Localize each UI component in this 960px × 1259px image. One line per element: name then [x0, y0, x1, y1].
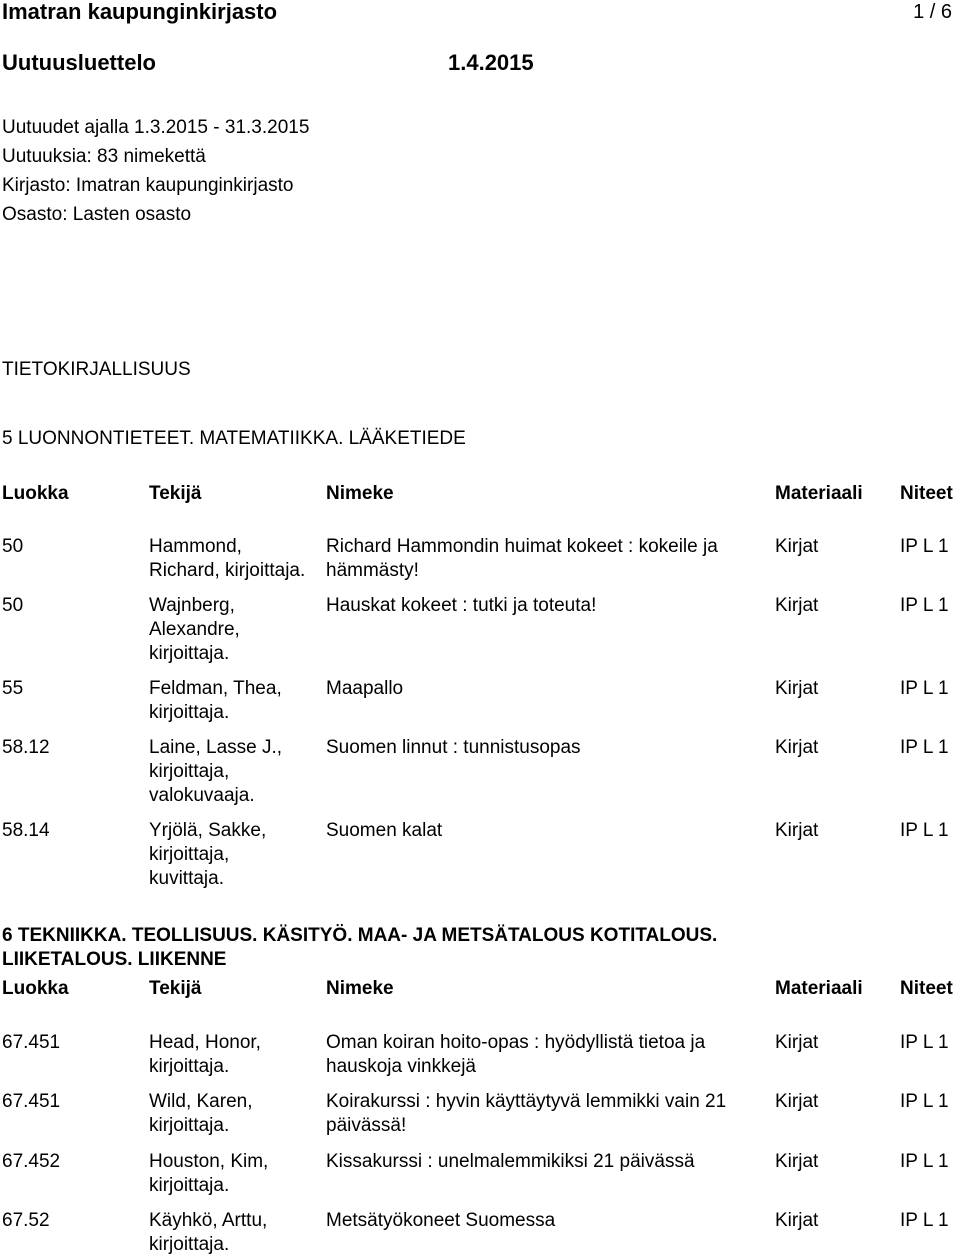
- column-header-materiaali: Materiaali: [775, 483, 863, 504]
- cell-luokka: 50: [2, 595, 24, 616]
- column-header-niteet: Niteet: [900, 978, 953, 999]
- category-title: TIETOKIRJALLISUUS: [2, 359, 191, 380]
- cell-luokka: 55: [2, 678, 24, 699]
- cell-niteet: IP L 1: [900, 595, 949, 616]
- column-header-luokka: Luokka: [2, 483, 69, 504]
- cell-nimeke: Richard Hammondin huimat kokeet : kokeile ja hämmästy!: [326, 536, 718, 581]
- cell-niteet: IP L 1: [900, 536, 949, 557]
- list-date: 1.4.2015: [448, 50, 534, 75]
- cell-materiaali: Kirjat: [775, 595, 819, 616]
- cell-nimeke: Oman koiran hoito-opas : hyödyllistä tietoa ja hauskoja vinkkejä: [326, 1032, 706, 1077]
- cell-niteet: IP L 1: [900, 1210, 949, 1231]
- cell-luokka: 58.12: [2, 737, 50, 758]
- column-header-materiaali: Materiaali: [775, 978, 863, 999]
- info-library: Kirjasto: Imatran kaupunginkirjasto: [2, 175, 294, 196]
- cell-tekija: Hammond,: [149, 536, 242, 557]
- cell-niteet: IP L 1: [900, 737, 949, 758]
- column-header-nimeke: Nimeke: [326, 483, 394, 504]
- cell-tekija: Yrjölä, Sakke, kirjoittaja, kuvittaja.: [149, 820, 267, 889]
- cell-materiaali: Kirjat: [775, 820, 819, 841]
- cell-luokka: 67.452: [2, 1151, 61, 1172]
- cell-nimeke: Maapallo: [326, 678, 404, 699]
- cell-tekija: Käyhkö, Arttu, kirjoittaja.: [149, 1210, 268, 1255]
- section-title: 6 TEKNIIKKA. TEOLLISUUS. KÄSITYÖ. MAA- JA METSÄTALOUS KOTITALOUS. LIIKETALOUS. LIIKENNE: [2, 925, 718, 970]
- cell-tekija: Laine, Lasse J., kirjoittaja, valokuvaaja.: [149, 737, 283, 806]
- cell-luokka: 67.451: [2, 1091, 61, 1112]
- cell-materiaali: Kirjat: [775, 1210, 819, 1231]
- cell-luokka: 67.52: [2, 1210, 50, 1231]
- cell-nimeke: Suomen kalat: [326, 820, 443, 841]
- column-header-niteet: Niteet: [900, 483, 953, 504]
- cell-niteet: IP L 1: [900, 678, 949, 699]
- cell-luokka: 67.451: [2, 1032, 61, 1053]
- cell-tekija: Houston, Kim, kirjoittaja.: [149, 1151, 269, 1196]
- cell-materiaali: Kirjat: [775, 678, 819, 699]
- cell-niteet: IP L 1: [900, 1091, 949, 1112]
- cell-materiaali: Kirjat: [775, 1151, 819, 1172]
- cell-niteet: IP L 1: [900, 1032, 949, 1053]
- cell-nimeke: Hauskat kokeet : tutki ja toteuta!: [326, 595, 597, 616]
- cell-nimeke: Suomen linnut : tunnistusopas: [326, 737, 581, 758]
- column-header-tekija: Tekijä: [149, 483, 202, 504]
- column-header-nimeke: Nimeke: [326, 978, 394, 999]
- cell-materiaali: Kirjat: [775, 1091, 819, 1112]
- list-title: Uutuusluettelo: [2, 50, 156, 75]
- cell-niteet: IP L 1: [900, 820, 949, 841]
- cell-luokka: 50: [2, 536, 24, 557]
- cell-nimeke: Metsätyökoneet Suomessa: [326, 1210, 556, 1231]
- cell-materiaali: Kirjat: [775, 737, 819, 758]
- column-header-luokka: Luokka: [2, 978, 69, 999]
- cell-tekija: Wajnberg, Alexandre, kirjoittaja.: [149, 595, 240, 664]
- cell-nimeke: Kissakurssi : unelmalemmikiksi 21 päivässä: [326, 1151, 695, 1172]
- info-count: Uutuuksia: 83 nimekettä: [2, 146, 206, 167]
- cell-nimeke: Koirakurssi : hyvin käyttäytyvä lemmikki vain 21 päivässä!: [326, 1091, 727, 1136]
- library-name: Imatran kaupunginkirjasto: [2, 0, 278, 24]
- info-department: Osasto: Lasten osasto: [2, 204, 192, 225]
- cell-niteet: IP L 1: [900, 1151, 949, 1172]
- page-number: 1 / 6: [913, 1, 952, 23]
- cell-materiaali: Kirjat: [775, 1032, 819, 1053]
- cell-tekija: Wild, Karen, kirjoittaja.: [149, 1091, 253, 1136]
- cell-tekija: Feldman, Thea, kirjoittaja.: [149, 678, 282, 723]
- column-header-tekija: Tekijä: [149, 978, 202, 999]
- info-period: Uutuudet ajalla 1.3.2015 - 31.3.2015: [2, 117, 310, 138]
- cell-luokka: 58.14: [2, 820, 50, 841]
- cell-materiaali: Kirjat: [775, 536, 819, 557]
- cell-tekija: Head, Honor, kirjoittaja.: [149, 1032, 261, 1077]
- cell-tekija-cont: Richard, kirjoittaja.: [149, 560, 306, 581]
- section-title: 5 LUONNONTIETEET. MATEMATIIKKA. LÄÄKETIEDE: [2, 428, 466, 449]
